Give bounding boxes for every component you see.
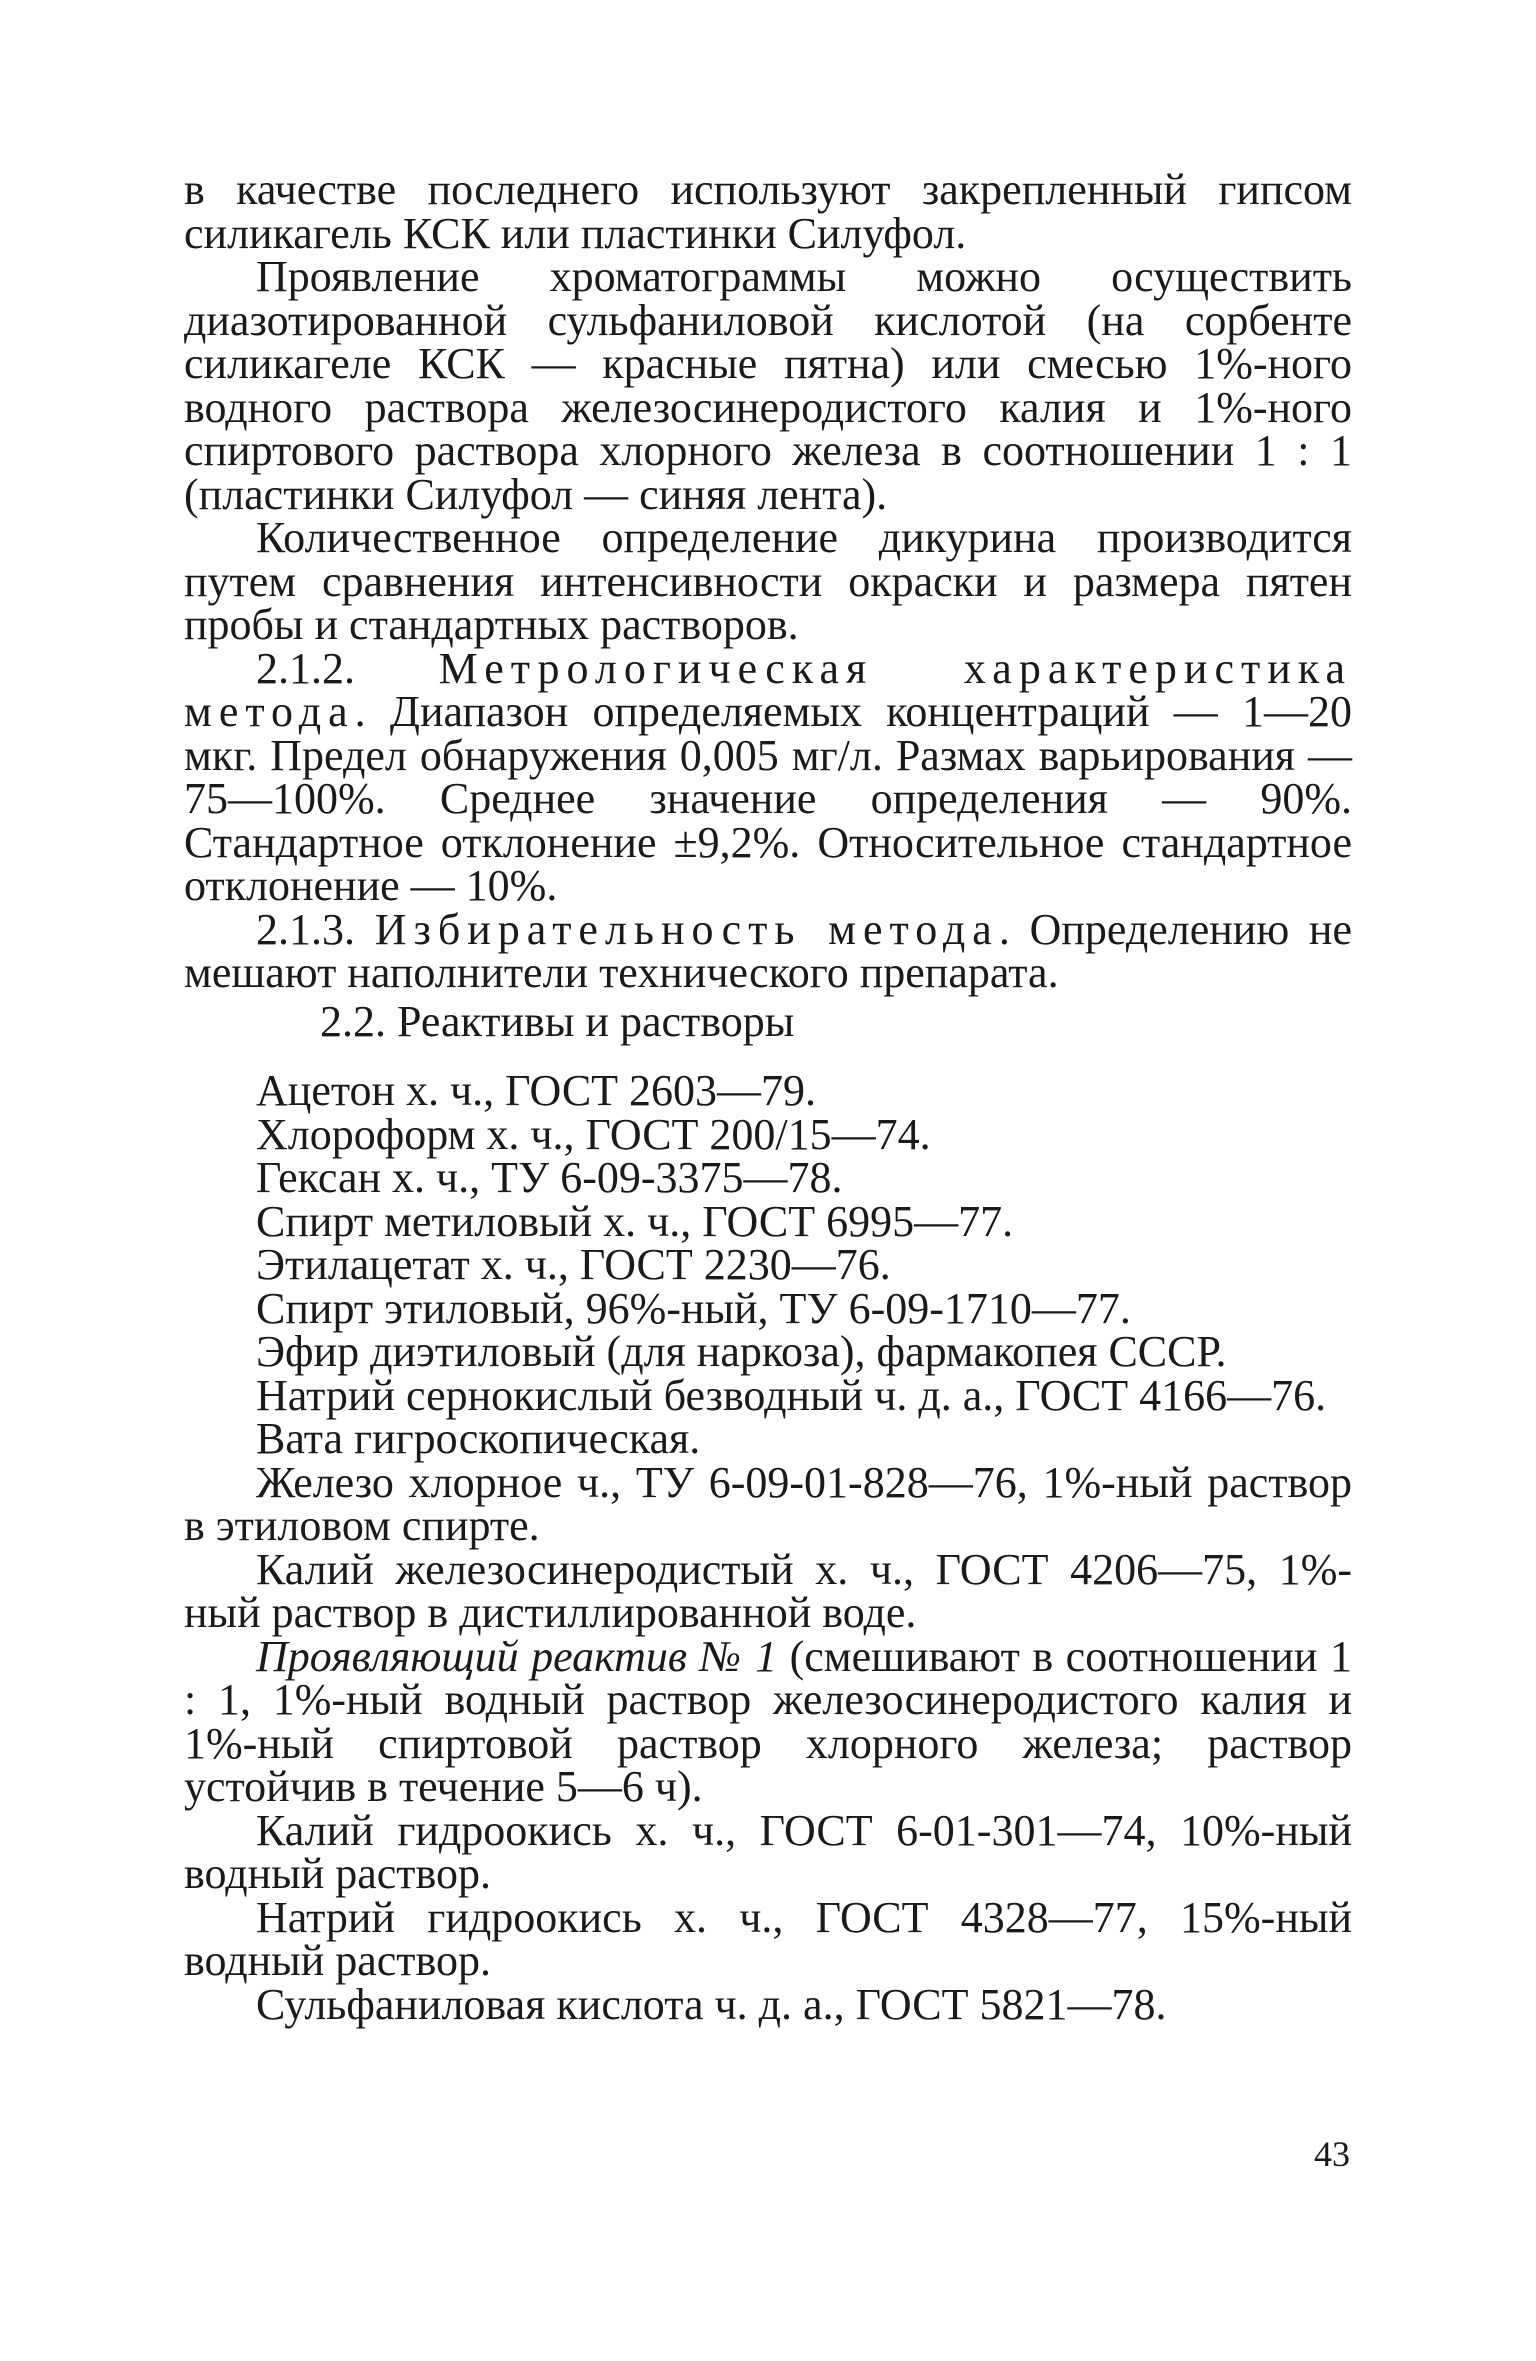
- reagent-item: Сульфаниловая кислота ч. д. а., ГОСТ 5821—78.: [256, 1979, 1167, 2029]
- text-column: [184, 165, 1352, 2029]
- developing-reagent-text: (смешивают в соотношении 1 : 1, 1%-ный водный раствор железосинеродистого калия и 1%-ный спиртовой раствор хлорного железа; раствор устойчив в течение 5—6 ч).: [184, 1631, 1352, 1811]
- section-text: . Диапазон определяемых концентраций — 1—20 мкг. Предел обнаружения 0,005 мг/л. Размах варьирования — 75—100%. Среднее значение определения — 90%. Стандартное отклонение ±9,2%. Относительное стандартное отклонение — 10%.: [184, 687, 1352, 910]
- reagent-item: Калий гидроокись х. ч., ГОСТ 6-01-301—74, 10%-ный водный раствор.: [184, 1805, 1352, 1898]
- section-2-1-3: [184, 904, 1352, 997]
- reagent-item: Этилацетат х. ч., ГОСТ 2230—76.: [256, 1240, 891, 1289]
- reagent-item: Натрий гидроокись х. ч., ГОСТ 4328—77, 15%-ный водный раствор.: [184, 1892, 1352, 1985]
- reagent-item: Хлороформ х. ч., ГОСТ 200/15—74.: [256, 1109, 931, 1159]
- developing-reagent-title: Проявляющий реактив № 1: [256, 1631, 778, 1681]
- reagent-item: Железо хлорное ч., ТУ 6-09-01-828—76, 1%-ный раствор в этиловом спирте.: [184, 1457, 1352, 1550]
- reagent-item: Спирт этиловый, 96%-ный, ТУ 6-09-1710—77.: [256, 1283, 1131, 1333]
- reagent-item: Натрий сернокислый безводный ч. д. а., ГОСТ 4166—76.: [256, 1370, 1327, 1420]
- section-number: 2.1.3.: [256, 904, 375, 954]
- paragraph-chromatogram-development: Проявление хроматограммы можно осуществить диазотированной сульфаниловой кислотой (на сорбенте силикагеле КСК — красные пятна) или смесью 1%-ного водного раствора железосинеродистого калия и 1%-ного спиртового раствора хлорного железа в соотношении 1 : 1 (пластинки Силуфол — синяя лента).: [184, 252, 1352, 519]
- paragraph-quantitative-determination: Количественное определение дикурина производится путем сравнения интенсивности окраски и размера пятен пробы и стандартных растворов.: [184, 513, 1352, 649]
- reagent-item: Эфир диэтиловый (для наркоза), фармакопея СССР.: [256, 1327, 1227, 1376]
- reagent-item: Вата гигроскопическая.: [256, 1414, 701, 1463]
- heading-reagents-and-solutions: 2.2. Реактивы и растворы: [320, 996, 795, 1046]
- paragraph-continuation: в качестве последнего используют закрепленный гипсом силикагель КСК или пластинки Силуфол.: [184, 165, 1352, 258]
- reagent-item: Калий железосинеродистый х. ч., ГОСТ 4206—75, 1%-ный раствор в дистиллированной воде.: [184, 1544, 1352, 1637]
- developing-reagent-item: [184, 1631, 1352, 1811]
- page-number: 43: [1314, 2134, 1350, 2174]
- section-title: Метрологическая характеристика метода: [184, 643, 1352, 736]
- reagent-item: Гексан х. ч., ТУ 6-09-3375—78.: [256, 1153, 843, 1202]
- section-number: 2.1.2.: [256, 643, 439, 693]
- section-text: . Определению не мешают наполнители технического препарата.: [184, 904, 1352, 997]
- section-2-1-2: [184, 643, 1352, 910]
- reagent-item: Спирт метиловый х. ч., ГОСТ 6995—77.: [256, 1196, 1014, 1246]
- reagent-item: Ацетон х. ч., ГОСТ 2603—79.: [256, 1066, 817, 1115]
- section-title: Избирательность метода: [374, 904, 999, 954]
